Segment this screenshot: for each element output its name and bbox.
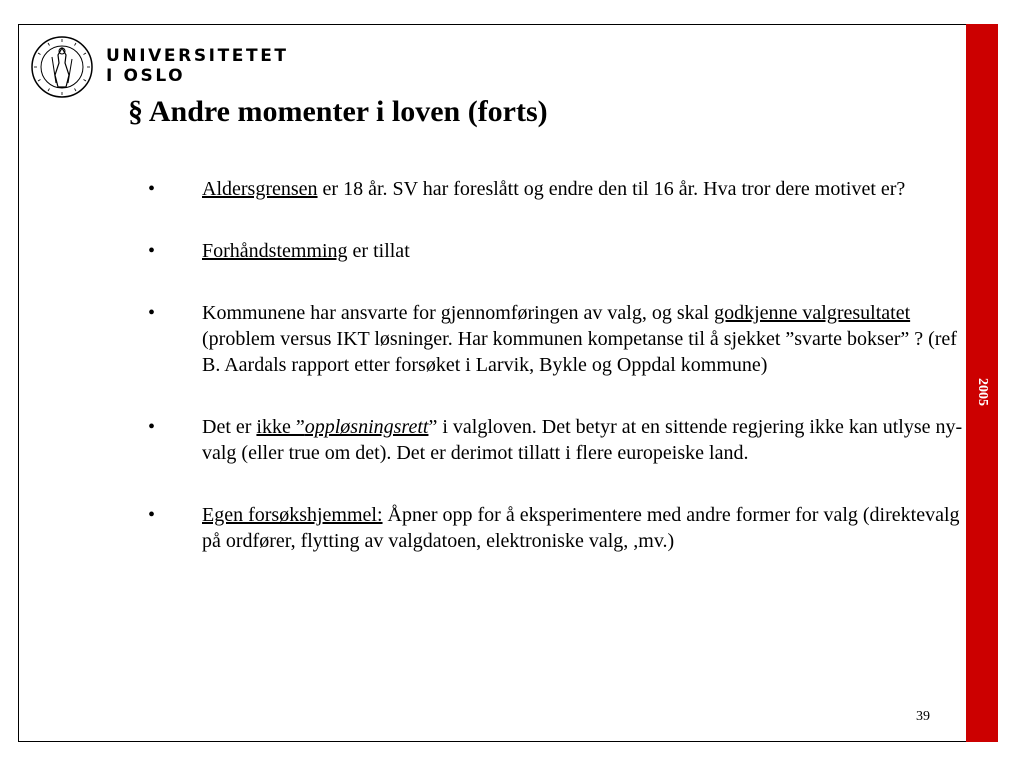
bullet-item-age-limit: [148, 176, 978, 202]
bullet-text-continued: (problem versus IKT løsninger. Har kommunen kompetanse til å sjekket ”svarte bokser” ? (ref B. Aardals rapport etter forsøket i Larvik, Bykle og Oppdal kommune): [202, 328, 957, 376]
underlined-term: ikke ”: [256, 416, 305, 438]
underlined-term: Egen forsøkshjemmel:: [202, 504, 383, 526]
slide-title: § Andre momenter i loven (forts): [128, 95, 548, 128]
university-name-line2: I OSLO: [106, 66, 186, 86]
bullet-point-icon: •: [148, 302, 156, 324]
underlined-italic-term: oppløsningsrett: [304, 416, 429, 438]
bullet-item-municipalities: [148, 300, 978, 378]
underlined-term: godkjenne valgresultatet: [714, 302, 911, 324]
bullet-text: Kommunene har ansvarte for gjennomføringen av valg, og skal: [202, 302, 715, 324]
bullet-text: Åpner opp for å eksperimentere med andre former for valg (direktevalg på ordfører, flytting av valgdatoen, elektroniske valg, ,mv.): [202, 504, 960, 552]
bullet-text: er 18 år. SV har foreslått og endre den til 16 år. Hva tror dere motivet er?: [317, 178, 906, 200]
bullet-point-icon: •: [148, 240, 156, 262]
bullet-point-icon: •: [148, 178, 156, 200]
university-name-line1: UNIVERSITETET: [106, 46, 289, 66]
underlined-term: Aldersgrensen: [202, 178, 318, 200]
university-seal-icon: [30, 35, 94, 99]
underlined-term: Forhåndstemming: [202, 240, 348, 262]
bullet-text-continued: ” i valgloven. Det betyr at en sittende regjering ikke kan utlyse ny- valg (eller true om det). Det er derimot tillatt i flere europeiske land.: [202, 416, 963, 464]
year-label: 2005: [975, 378, 990, 406]
bullet-item-advance-voting: [148, 238, 978, 264]
university-name: [106, 46, 289, 86]
bullet-list: [148, 176, 978, 590]
page-number: 39: [916, 709, 930, 724]
bullet-text: er tillat: [347, 240, 410, 262]
bullet-item-dissolution-right: [148, 414, 978, 466]
bullet-item-trial-authority: [148, 502, 978, 554]
bullet-point-icon: •: [148, 416, 156, 438]
bullet-point-icon: •: [148, 504, 156, 526]
bullet-text: Det er: [202, 416, 257, 438]
